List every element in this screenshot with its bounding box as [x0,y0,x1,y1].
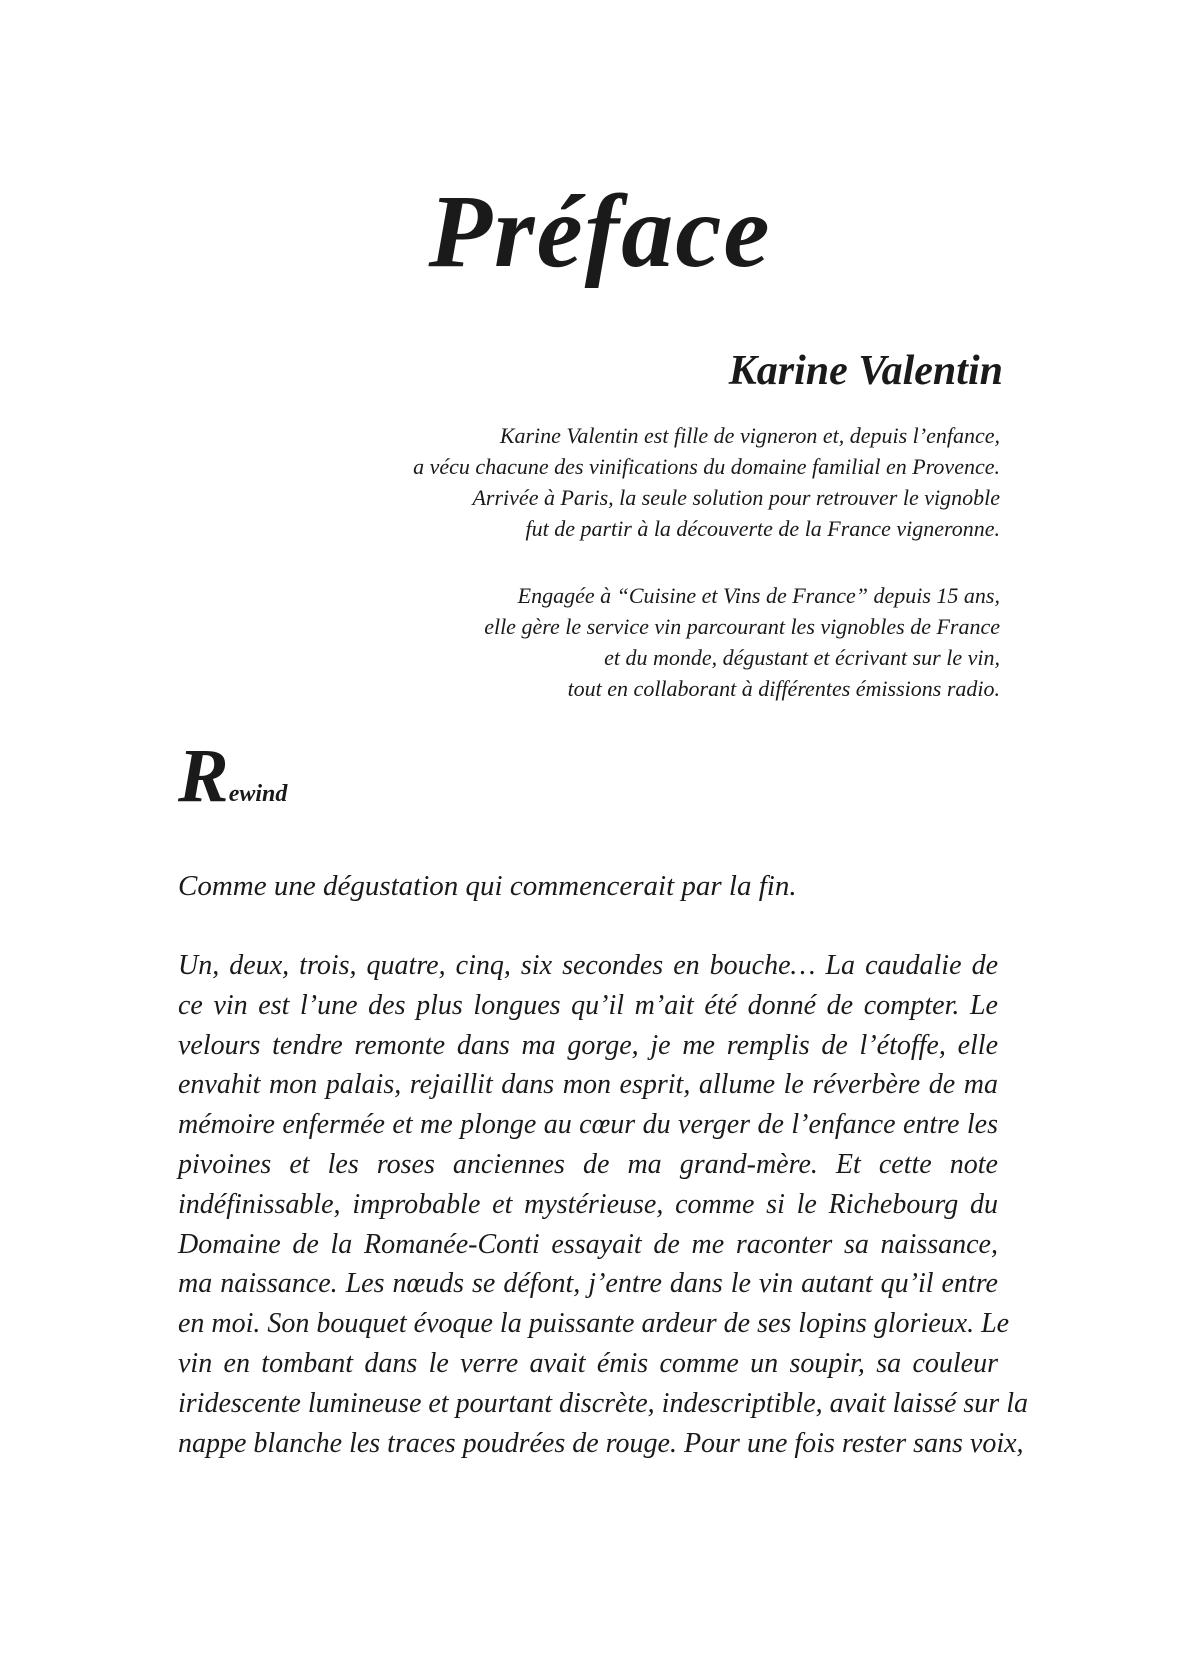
section-heading-rest: ewind [228,781,288,807]
bio-line: a vécu chacune des vinifications du domaine familial en Provence. [413,454,1000,479]
body-line: envahit mon palais, rejaillit dans mon esprit, allume le réverbère de ma [178,1069,998,1101]
bio-line: Arrivée à Paris, la seule solution pour retrouver le vignoble [472,485,1000,510]
lead-sentence: Comme une dégustation qui commencerait par la fin. [178,870,797,902]
body-line: en moi. Son bouquet évoque la puissante ardeur de ses lopins glorieux. Le [178,1308,1010,1340]
body-line: Un, deux, trois, quatre, cinq, six secondes en bouche… La caudalie de [178,950,998,981]
author-name: Karine Valentin [728,348,1003,394]
page-title: Préface [428,174,772,289]
body-line: indéfinissable, improbable et mystérieuse, comme si le Richebourg du [178,1188,998,1220]
body-line: iridescente lumineuse et pourtant discrète, indescriptible, avait laissé sur la [178,1387,1028,1419]
bio-line: Engagée à “Cuisine et Vins de France” depuis 15 ans, [517,583,1000,608]
body-line: pivoines et les roses anciennes de ma grand-mère. Et cette note [178,1148,998,1180]
bio-line: fut de partir à la découverte de la France vigneronne. [525,516,1000,541]
body-line: Domaine de la Romanée-Conti essayait de me raconter sa naissance, [178,1228,998,1260]
bio-line: elle gère le service vin parcourant les vignobles de France [484,614,1000,639]
body-line: ma naissance. Les nœuds se défont, j’entre dans le vin autant qu’il entre [178,1268,998,1300]
bio-line: et du monde, dégustant et écrivant sur le vin, [604,645,1000,670]
author-bio-paragraph-1 [300,420,1000,544]
body-line: mémoire enfermée et me plonge au cœur du verger de l’enfance entre les [178,1109,998,1141]
body-line: nappe blanche les traces poudrées de rouge. Pour une fois rester sans voix, [178,1427,1024,1459]
bio-line: tout en collaborant à différentes émissions radio. [567,676,1000,701]
body-line: vin en tombant dans le verre avait émis comme un soupir, sa couleur [178,1347,998,1379]
bio-line: Karine Valentin est fille de vigneron et, depuis l’enfance, [499,423,1000,448]
section-heading-initial: R [178,734,229,818]
author-bio-paragraph-2 [300,580,1000,704]
body-line: ce vin est l’une des plus longues qu’il m’ait été donné de compter. Le [178,989,998,1021]
body-line: velours tendre remonte dans ma gorge, je me remplis de l’étoffe, elle [178,1029,998,1061]
body-paragraph [178,946,1028,1463]
section-heading [178,734,288,818]
